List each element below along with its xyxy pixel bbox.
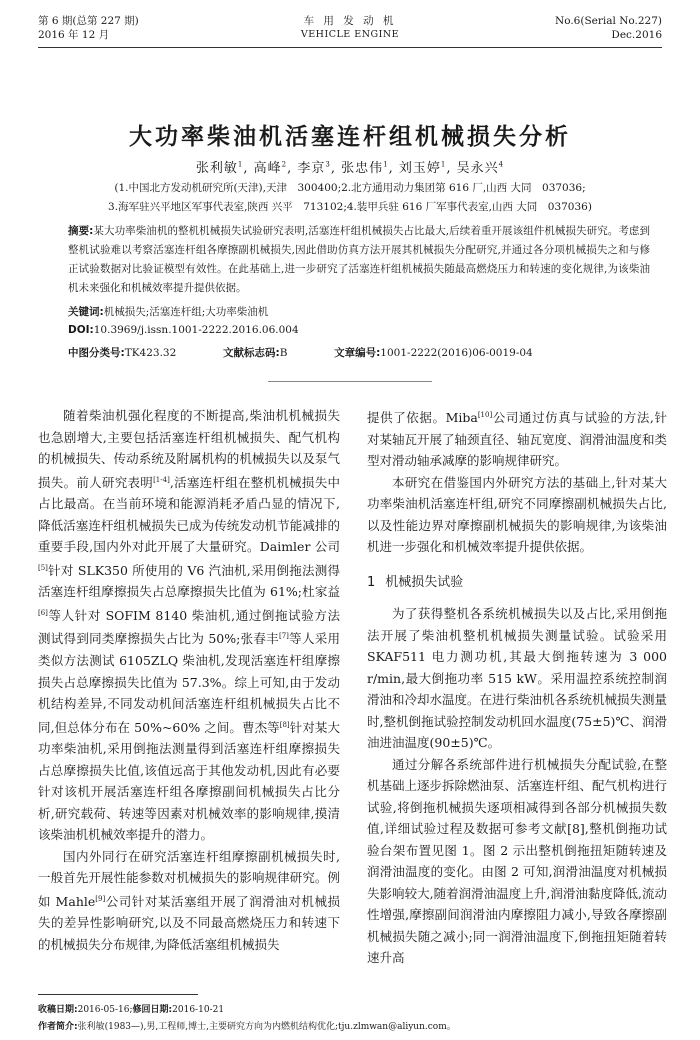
doi bbox=[68, 324, 299, 336]
section-divider bbox=[268, 381, 432, 382]
abstract bbox=[68, 222, 650, 298]
issue-number-en: No.6(Serial No.227) bbox=[555, 15, 662, 27]
issue-date: 2016 年 12 月 bbox=[38, 29, 110, 41]
revised-date: 2016-10-21 bbox=[172, 1005, 225, 1015]
author-bio bbox=[38, 1019, 456, 1032]
right-column bbox=[367, 405, 667, 969]
author: 张忠伟$^1$ bbox=[341, 160, 389, 176]
section-number: 1 bbox=[367, 574, 376, 590]
author: 吴永兴$^4$ bbox=[456, 160, 505, 176]
abstract-label: 摘要: bbox=[68, 225, 94, 237]
document-code-label: 文献标志码: bbox=[222, 347, 280, 359]
running-header bbox=[38, 14, 662, 44]
author: 李京$^3$ bbox=[297, 160, 331, 176]
received-date: 2016-05-16 bbox=[77, 1005, 130, 1015]
footnote-rule bbox=[38, 994, 198, 995]
doi-text: 10.3969/j.issn.1001-2222.2016.06.004 bbox=[93, 324, 299, 336]
abstract-text: 某大功率柴油机的整机机械损失试验研究表明,活塞连杆组机械损失占比最大,后续着重开展该组件机械损失研究。考虑到整机试验难以考察活塞连杆组各摩擦副机械损失,因此借助仿真方法开展其机械损失分配研究,并通过各分项机械损失之和与修正试验数据对比验证模型有效性。在此基础上,进一步研究了活塞连杆组机械损失随最高燃烧压力和转速的变化规律,为该柴油机未来强化和机械效率提升提供依据。 bbox=[68, 225, 650, 294]
section-heading bbox=[367, 572, 667, 594]
bio-text: 张利敏(1983—),男,工程师,博士,主要研究方向为内燃机结构优化;tju.zlmwan@aliyun.com。 bbox=[77, 1022, 456, 1032]
clc-value: TK423.32 bbox=[124, 347, 177, 359]
header-right bbox=[555, 14, 662, 42]
affiliation-line-1: (1.中国北方发动机研究所(天津),天津 300400;2.北方通用动力集团第 616 厂,山西 大同 037036; bbox=[114, 182, 586, 194]
journal-name-cn: 车 用 发 动 机 bbox=[303, 15, 397, 27]
author: 高峰$^2$ bbox=[253, 160, 288, 176]
revised-label: 修回日期: bbox=[132, 1005, 173, 1015]
header-rule bbox=[38, 47, 662, 48]
paragraph: 为了获得整机各系统机械损失以及占比,采用倒拖法开展了柴油机整机机械损失测量试验。试验采用 SKAF511 电力测功机,其最大倒拖转速为 3 000 r/min,最大倒拖功率 515 kW。采用温控系统控制润滑油和冷却水温度。在进行柴油机各系统机械损失测量时,整机倒拖试验控制发动机回水温度(75±5)℃、润滑油进油温度(90±5)℃。 bbox=[367, 606, 668, 751]
received-label: 收稿日期: bbox=[38, 1005, 78, 1015]
author: 张利敏$^1$ bbox=[195, 160, 244, 176]
classification-line bbox=[68, 345, 533, 360]
paragraph: 提供了依据。Miba[10]公司通过仿真与试验的方法,针对某轴瓦开展了轴颈直径、轴瓦宽度、润滑油温度和类型对滑动轴承减摩的影响规律研究。 bbox=[367, 410, 668, 469]
keywords-text: 机械损失;活塞连杆组;大功率柴油机 bbox=[103, 306, 269, 318]
paragraph: 国内外同行在研究活塞连杆组摩擦副机械损失时,一般首先开展性能参数对机械损失的影响规律研究。例如 Mahle[9]公司针对某活塞组开展了润滑油对机械损失的差异性影响研究,以及不同最高燃烧压力和转速下的机械损失分布规律,为降低活塞组机械损失 bbox=[38, 848, 340, 952]
keywords-label: 关键词: bbox=[68, 306, 104, 318]
journal-name-en: VEHICLE ENGINE bbox=[300, 29, 400, 40]
paragraph: 本研究在借鉴国内外研究方法的基础上,针对某大功率柴油机活塞连杆组,研究不同摩擦副机械损失占比,以及性能边界对摩擦副机械损失的影响规律,为该柴油机进一步强化和机械效率提升提供依据。 bbox=[367, 474, 667, 555]
paragraph: 通过分解各系统部件进行机械损失分配试验,在整机基础上逐步拆除燃油泵、活塞连杆组、配气机构进行试验,将倒拖机械损失逐项相减得到各部分机械损失数值,详细试验过程及数据可参考文献[8],整机倒拖功试验台架布置见图 1。图 2 示出整机倒拖扭矩随转速及润滑油温度的变化。由图 2 可知,润滑油温度对机械损失影响较大,随着润滑油温度上升,润滑油黏度降低,流动性增强,摩擦副间润滑油内摩擦阻力减小,导致各摩擦副机械损失随之减小;同一润滑油温度下,倒拖扭矩随着转速升高 bbox=[367, 756, 668, 966]
left-column bbox=[38, 405, 340, 955]
keywords bbox=[68, 304, 268, 319]
issue-date-en: Dec.2016 bbox=[611, 29, 662, 41]
author-list: 张利敏$^1$, 高峰$^2$, 李京$^3$, 张忠伟$^1$, 刘玉婷$^1$, 吴永兴$^4$ bbox=[195, 160, 505, 176]
paragraph: 随着柴油机强化程度的不断提高,柴油机机械损失也急剧增大,主要包括活塞连杆组机械损失、配气机构的机械损失、传动系统及附属机构的机械损失以及泵气损失。前人研究表明[1-4],活塞连杆组在整机机械损失中占比最高。在当前环境和能源消耗矛盾凸显的情况下,降低活塞连杆组机械损失已成为传统发动机节能减排的重要手段,国内外对此开展了大量研究。Daimler 公司[5]针对 SLK350 所使用的 V6 汽油机,采用倒拖法测得活塞连杆组摩擦损失占总摩擦损失比值为 61%;杜家益[6]等人针对 SOFIM 8140 柴油机,通过倒拖试验方法测试得到同类摩擦损失占比为 50%;张春丰[7]等人采用类似方法测试 6105ZLQ 柴油机,发现活塞连杆组摩擦损失占总摩擦损失比值为 57.3%。综上可知,由于发动机结构差异,不同发动机间活塞连杆组机械损失占比不同,但总体分布在 50%~60% 之间。曹杰等[8]针对某大功率柴油机,采用倒拖法测量得到活塞连杆组摩擦损失占总摩擦损失比值,该值远高于其他发动机,因此有必要针对该机开展活塞连杆组各摩擦副间机械损失占比分析,研究载荷、转速等因素对机械效率的影响规律,摸清该柴油机机械效率提升的潜力。 bbox=[38, 408, 340, 843]
bio-label: 作者简介: bbox=[38, 1022, 78, 1032]
doi-label: DOI: bbox=[68, 324, 94, 336]
document-code-value: B bbox=[279, 347, 288, 359]
article-title: 大功率柴油机活塞连杆组机械损失分析 bbox=[129, 124, 571, 150]
received-dates: 收稿日期:2016-05-16;修回日期:2016-10-21 bbox=[38, 1005, 225, 1015]
issue-number: 第 6 期(总第 227 期) bbox=[38, 15, 139, 27]
article-number-value: 1001-2222(2016)06-0019-04 bbox=[380, 347, 533, 359]
article-number-label: 文章编号: bbox=[334, 347, 381, 359]
section-title: 机械损失试验 bbox=[385, 574, 464, 590]
author: 刘玉婷$^1$ bbox=[398, 160, 447, 176]
clc-label: 中图分类号: bbox=[68, 347, 125, 359]
affiliation-line-2: 3.海军驻兴平地区军事代表室,陕西 兴平 713102;4.装甲兵驻 616 厂军事代表室,山西 大同 037036) bbox=[108, 201, 592, 213]
